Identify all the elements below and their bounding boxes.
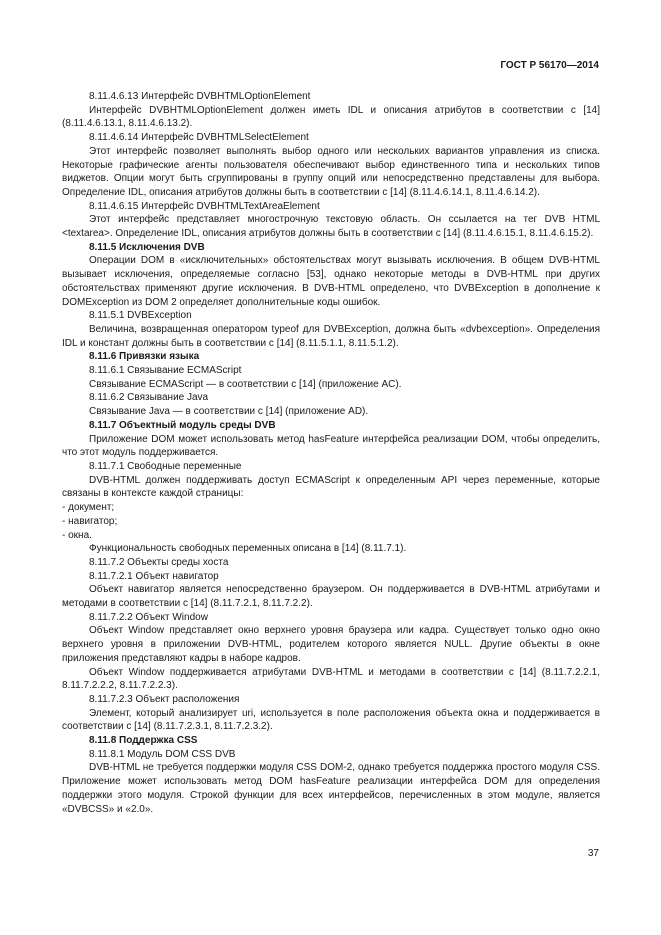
paragraph: 8.11.4.6.14 Интерфейс DVBHTMLSelectElement	[89, 132, 309, 144]
list-item: - документ;	[62, 502, 115, 514]
paragraph: 8.11.7.2.1 Объект навигатор	[89, 570, 219, 582]
paragraph: 8.11.5.1 DVBException	[89, 310, 192, 322]
paragraph: Интерфейс DVBHTMLOptionElement должен иметь IDL и описания атрибутов в соответствии с [14] (8.11.4.6.13.1, 8.11.4.6.13.2).	[62, 104, 600, 130]
paragraph: 8.11.7.1 Свободные переменные	[89, 460, 242, 472]
page-number: 37	[587, 848, 599, 859]
paragraph: Приложение DOM может использовать метод hasFeature интерфейса реализации DOM, чтобы определить, что этот модуль поддерживается.	[62, 433, 600, 459]
paragraph: Связывание ECMAScript — в соответствии с [14] (приложение AC).	[89, 378, 402, 390]
paragraph: Операции DOM в «исключительных» обстоятельствах могут вызывать исключения. В общем DVB-HTML вызывает исключения, определяемые согласно [53], однако некоторые методы в DVB-HTML при других обстоятельствах применяют другие исключения. В DVB-HTML определено, что DVBException в дополнение к DOMException из DOM 2 определяет дополнительные коды ошибок.	[62, 255, 600, 308]
paragraph: Функциональность свободных переменных описана в [14] (8.11.7.1).	[89, 543, 407, 555]
paragraph: Связывание Java — в соответствии с [14] (приложение AD).	[89, 406, 369, 418]
paragraph: Объект навигатор является непосредственно браузером. Он поддерживается в DVB-HTML атрибутами и методами в соответствии с [14] (8.11.7.2.1, 8.11.7.2.2).	[62, 584, 600, 610]
list-item: - навигатор;	[62, 515, 118, 527]
paragraph: 8.11.4.6.13 Интерфейс DVBHTMLOptionElement	[89, 91, 311, 102]
document-body	[62, 90, 600, 816]
section-heading: 8.11.8 Поддержка CSS	[89, 735, 198, 747]
paragraph: 8.11.6.1 Связывание ECMAScript	[89, 365, 242, 377]
paragraph: 8.11.4.6.15 Интерфейс DVBHTMLTextAreaElement	[89, 200, 320, 212]
paragraph: Величина, возвращенная оператором typeof для DVBException, должна быть «dvbexception». Определения IDL и констант должны быть в соответствии с [14] (8.11.5.1.1, 8.11.5.1.2).	[62, 323, 600, 349]
paragraph: Объект Window поддерживается атрибутами DVB-HTML и методами в соответствии с [14] (8.11.7.2.2.1, 8.11.7.2.2.2, 8.11.7.2.2.3).	[62, 666, 600, 692]
paragraph: 8.11.8.1 Модуль DOM CSS DVB	[89, 748, 236, 760]
section-heading: 8.11.7 Объектный модуль среды DVB	[89, 419, 276, 431]
standard-header: ГОСТ Р 56170—2014	[500, 60, 599, 71]
list-item: - окна.	[62, 529, 92, 541]
paragraph: 8.11.7.2.2 Объект Window	[89, 611, 208, 623]
paragraph: 8.11.6.2 Связывание Java	[89, 392, 209, 404]
section-heading: 8.11.6 Привязки языка	[89, 351, 200, 363]
section-heading: 8.11.5 Исключения DVB	[89, 241, 205, 253]
paragraph: 8.11.7.2.3 Объект расположения	[89, 693, 240, 705]
paragraph: DVB-HTML должен поддерживать доступ ECMAScript к определенным API через переменные, которые связаны в контексте каждой страницы:	[62, 474, 600, 500]
paragraph: DVB-HTML не требуется поддержки модуля CSS DOM-2, однако требуется поддержка простого модуля CSS. Приложение может использовать метод DOM hasFeature реализации интерфейса DOM для определения поддержки этого модуля. Строкой функции для всех интерфейсов, перечисленных в этом модуле, является «DVBCSS» и «2.0».	[62, 762, 600, 815]
paragraph: 8.11.7.2 Объекты среды хоста	[89, 556, 229, 568]
paragraph: Этот интерфейс представляет многострочную текстовую область. Он ссылается на тег DVB HTML <textarea>. Определение IDL, описания атрибутов должны быть в соответствии с [14] (8.11.4.6.15.1, 8.11.4.6.15.2).	[62, 214, 600, 240]
paragraph: Этот интерфейс позволяет выполнять выбор одного или нескольких вариантов управления из списка. Некоторые графические агенты пользователя обеспечивают выбор единственного типа и нескольких типов виджетов. Опции могут быть сгруппированы в группу опций или непосредственно представлены для выбора. Определение IDL, описания атрибутов должны быть в соответствии с [14] (8.11.4.6.14.1, 8.11.4.6.14.2).	[62, 145, 600, 198]
paragraph: Элемент, который анализирует uri, используется в поле расположения объекта окна и поддерживается в соответствии с [14] (8.11.7.2.3.1, 8.11.7.2.3.2).	[62, 707, 600, 733]
paragraph: Объект Window представляет окно верхнего уровня браузера или кадра. Существует только одно окно верхнего уровня в приложении DVB-HTML, родителем которого является NULL. Другие объекты в окне приложения представляют кадры в наборе кадров.	[62, 625, 600, 664]
